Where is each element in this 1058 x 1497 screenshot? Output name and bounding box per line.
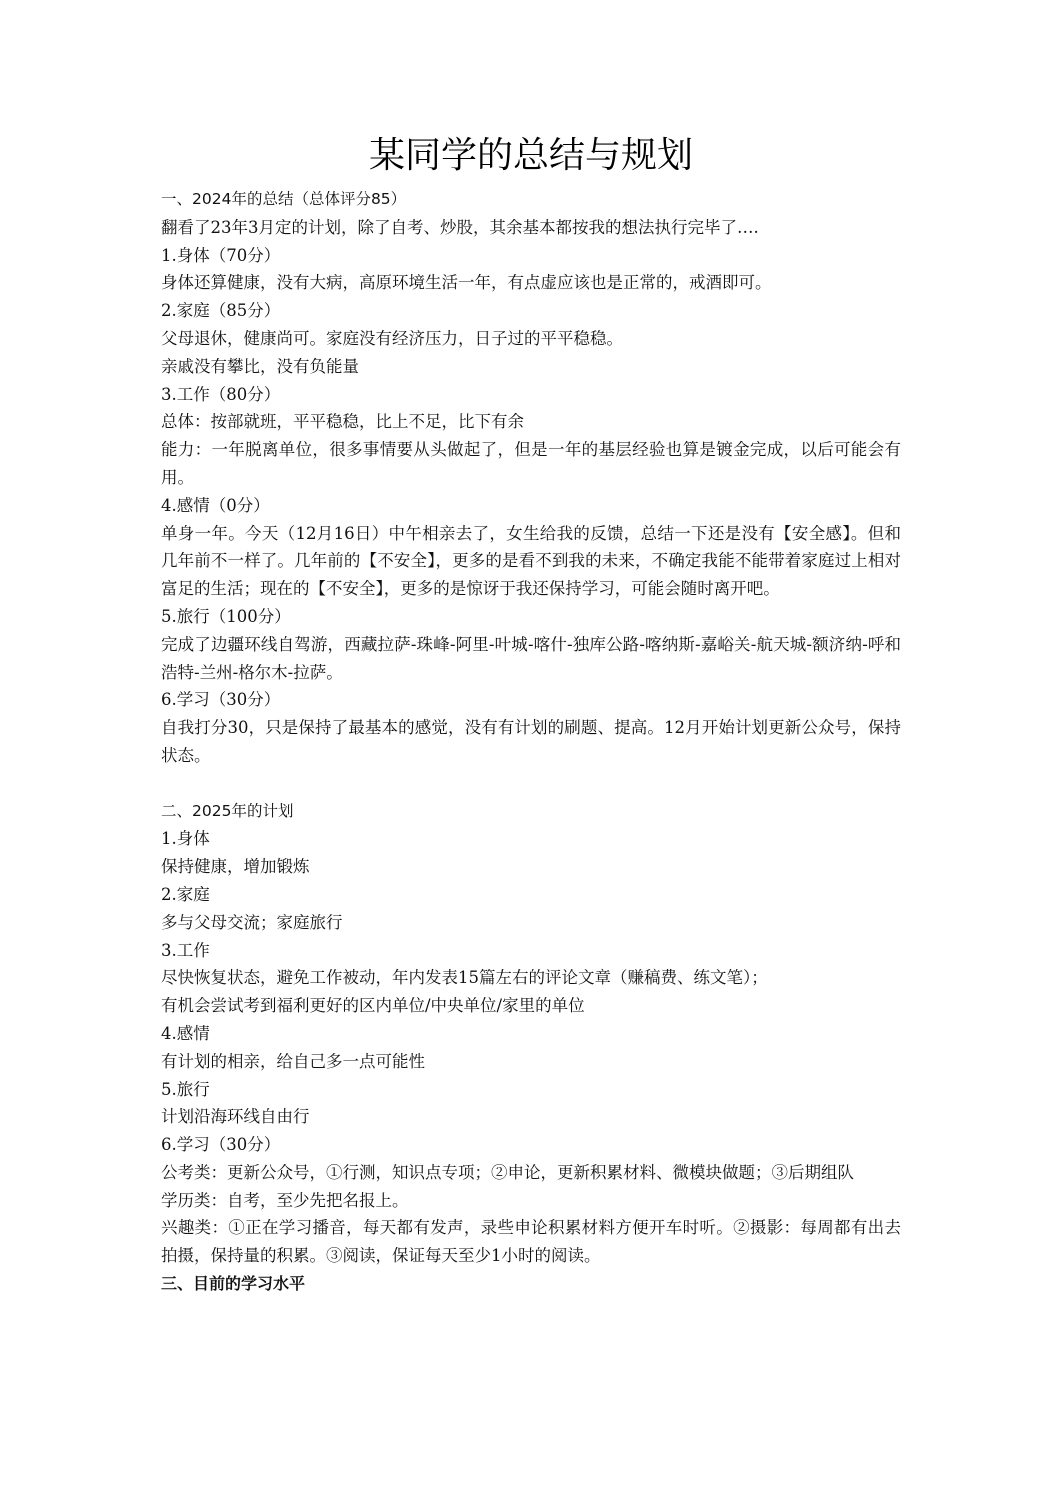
item-text-family-2: 亲戚没有攀比，没有负能量: [161, 356, 359, 376]
document-title: 某同学的总结与规划: [368, 135, 693, 176]
item-text-study: 自我打分30，只是保持了最基本的感觉，没有有计划的刷题、提高。12月开始计划更新公众号，保持状态。: [161, 718, 901, 765]
item-heading-family: 2.家庭（85分）: [161, 301, 281, 321]
item-text-work-2: 能力：一年脱离单位，很多事情要从头做起了，但是一年的基层经验也算是镀金完成，以后可能会有用。: [161, 440, 901, 487]
blank-line: [161, 770, 901, 798]
item-heading-health: 1.身体（70分）: [161, 245, 281, 265]
section-2-heading: 二、2025年的计划: [161, 801, 294, 820]
plan-heading-family: 2.家庭: [161, 884, 210, 904]
plan-heading-health: 1.身体: [161, 829, 210, 849]
plan-text-study-3: 兴趣类：①正在学习播音，每天都有发声，录些申论积累材料方便开车时听。②摄影：每周都有出去拍摄，保持量的积累。③阅读，保证每天至少1小时的阅读。: [161, 1218, 901, 1266]
section-1-heading: 一、2024年的总结（总体评分85）: [161, 190, 407, 208]
plan-text-family: 多与父母交流；家庭旅行: [161, 912, 343, 932]
plan-text-health: 保持健康，增加锻炼: [161, 857, 310, 877]
item-heading-study: 6.学习（30分）: [161, 690, 281, 710]
section-3-heading: 三、目前的学习水平: [161, 1274, 306, 1294]
item-heading-love: 4.感情（0分）: [161, 495, 270, 515]
plan-text-work-2: 有机会尝试考到福利更好的区内单位/中央单位/家里的单位: [161, 996, 585, 1016]
plan-text-study-2: 学历类：自考，至少先把名报上。: [161, 1190, 409, 1210]
item-text-love: 单身一年。今天（12月16日）中午相亲去了，女生给我的反馈，总结一下还是没有【安全感】。但和几年前不一样了。几年前的【不安全】，更多的是看不到我的未来，不确定我能不能带着家庭过上相对富足的生活；现在的【不安全】，更多的是惊讶于我还保持学习，可能会随时离开吧。: [161, 523, 901, 599]
item-text-family-1: 父母退休，健康尚可。家庭没有经济压力，日子过的平平稳稳。: [161, 328, 623, 348]
item-text-health: 身体还算健康，没有大病，高原环境生活一年，有点虚应该也是正常的，戒酒即可。: [161, 273, 772, 293]
plan-text-work-1: 尽快恢复状态，避免工作被动，年内发表15篇左右的评论文章（赚稿费、练文笔）；: [161, 968, 768, 988]
item-text-travel: 完成了边疆环线自驾游，西藏拉萨-珠峰-阿里-叶城-喀什-独库公路-喀纳斯-嘉峪关-航天城-额济纳-呼和浩特-兰州-格尔木-拉萨。: [161, 634, 901, 682]
plan-heading-love: 4.感情: [161, 1023, 210, 1043]
plan-heading-work: 3.工作: [161, 940, 210, 960]
item-heading-travel: 5.旅行（100分）: [161, 606, 291, 626]
document-page: [161, 128, 901, 1298]
item-heading-work: 3.工作（80分）: [161, 384, 281, 404]
plan-text-travel: 计划沿海环线自由行: [161, 1107, 310, 1127]
section-1-intro: 翻看了23年3月定的计划，除了自考、炒股，其余基本都按我的想法执行完毕了….: [161, 217, 759, 237]
plan-text-study-1: 公考类：更新公众号，①行测，知识点专项；②申论，更新积累材料、微模块做题；③后期组队: [161, 1162, 854, 1182]
item-text-work-1: 总体：按部就班，平平稳稳，比上不足，比下有余: [161, 412, 524, 432]
plan-heading-travel: 5.旅行: [161, 1079, 210, 1099]
plan-text-love: 有计划的相亲，给自己多一点可能性: [161, 1051, 425, 1071]
plan-heading-study: 6.学习（30分）: [161, 1135, 281, 1155]
